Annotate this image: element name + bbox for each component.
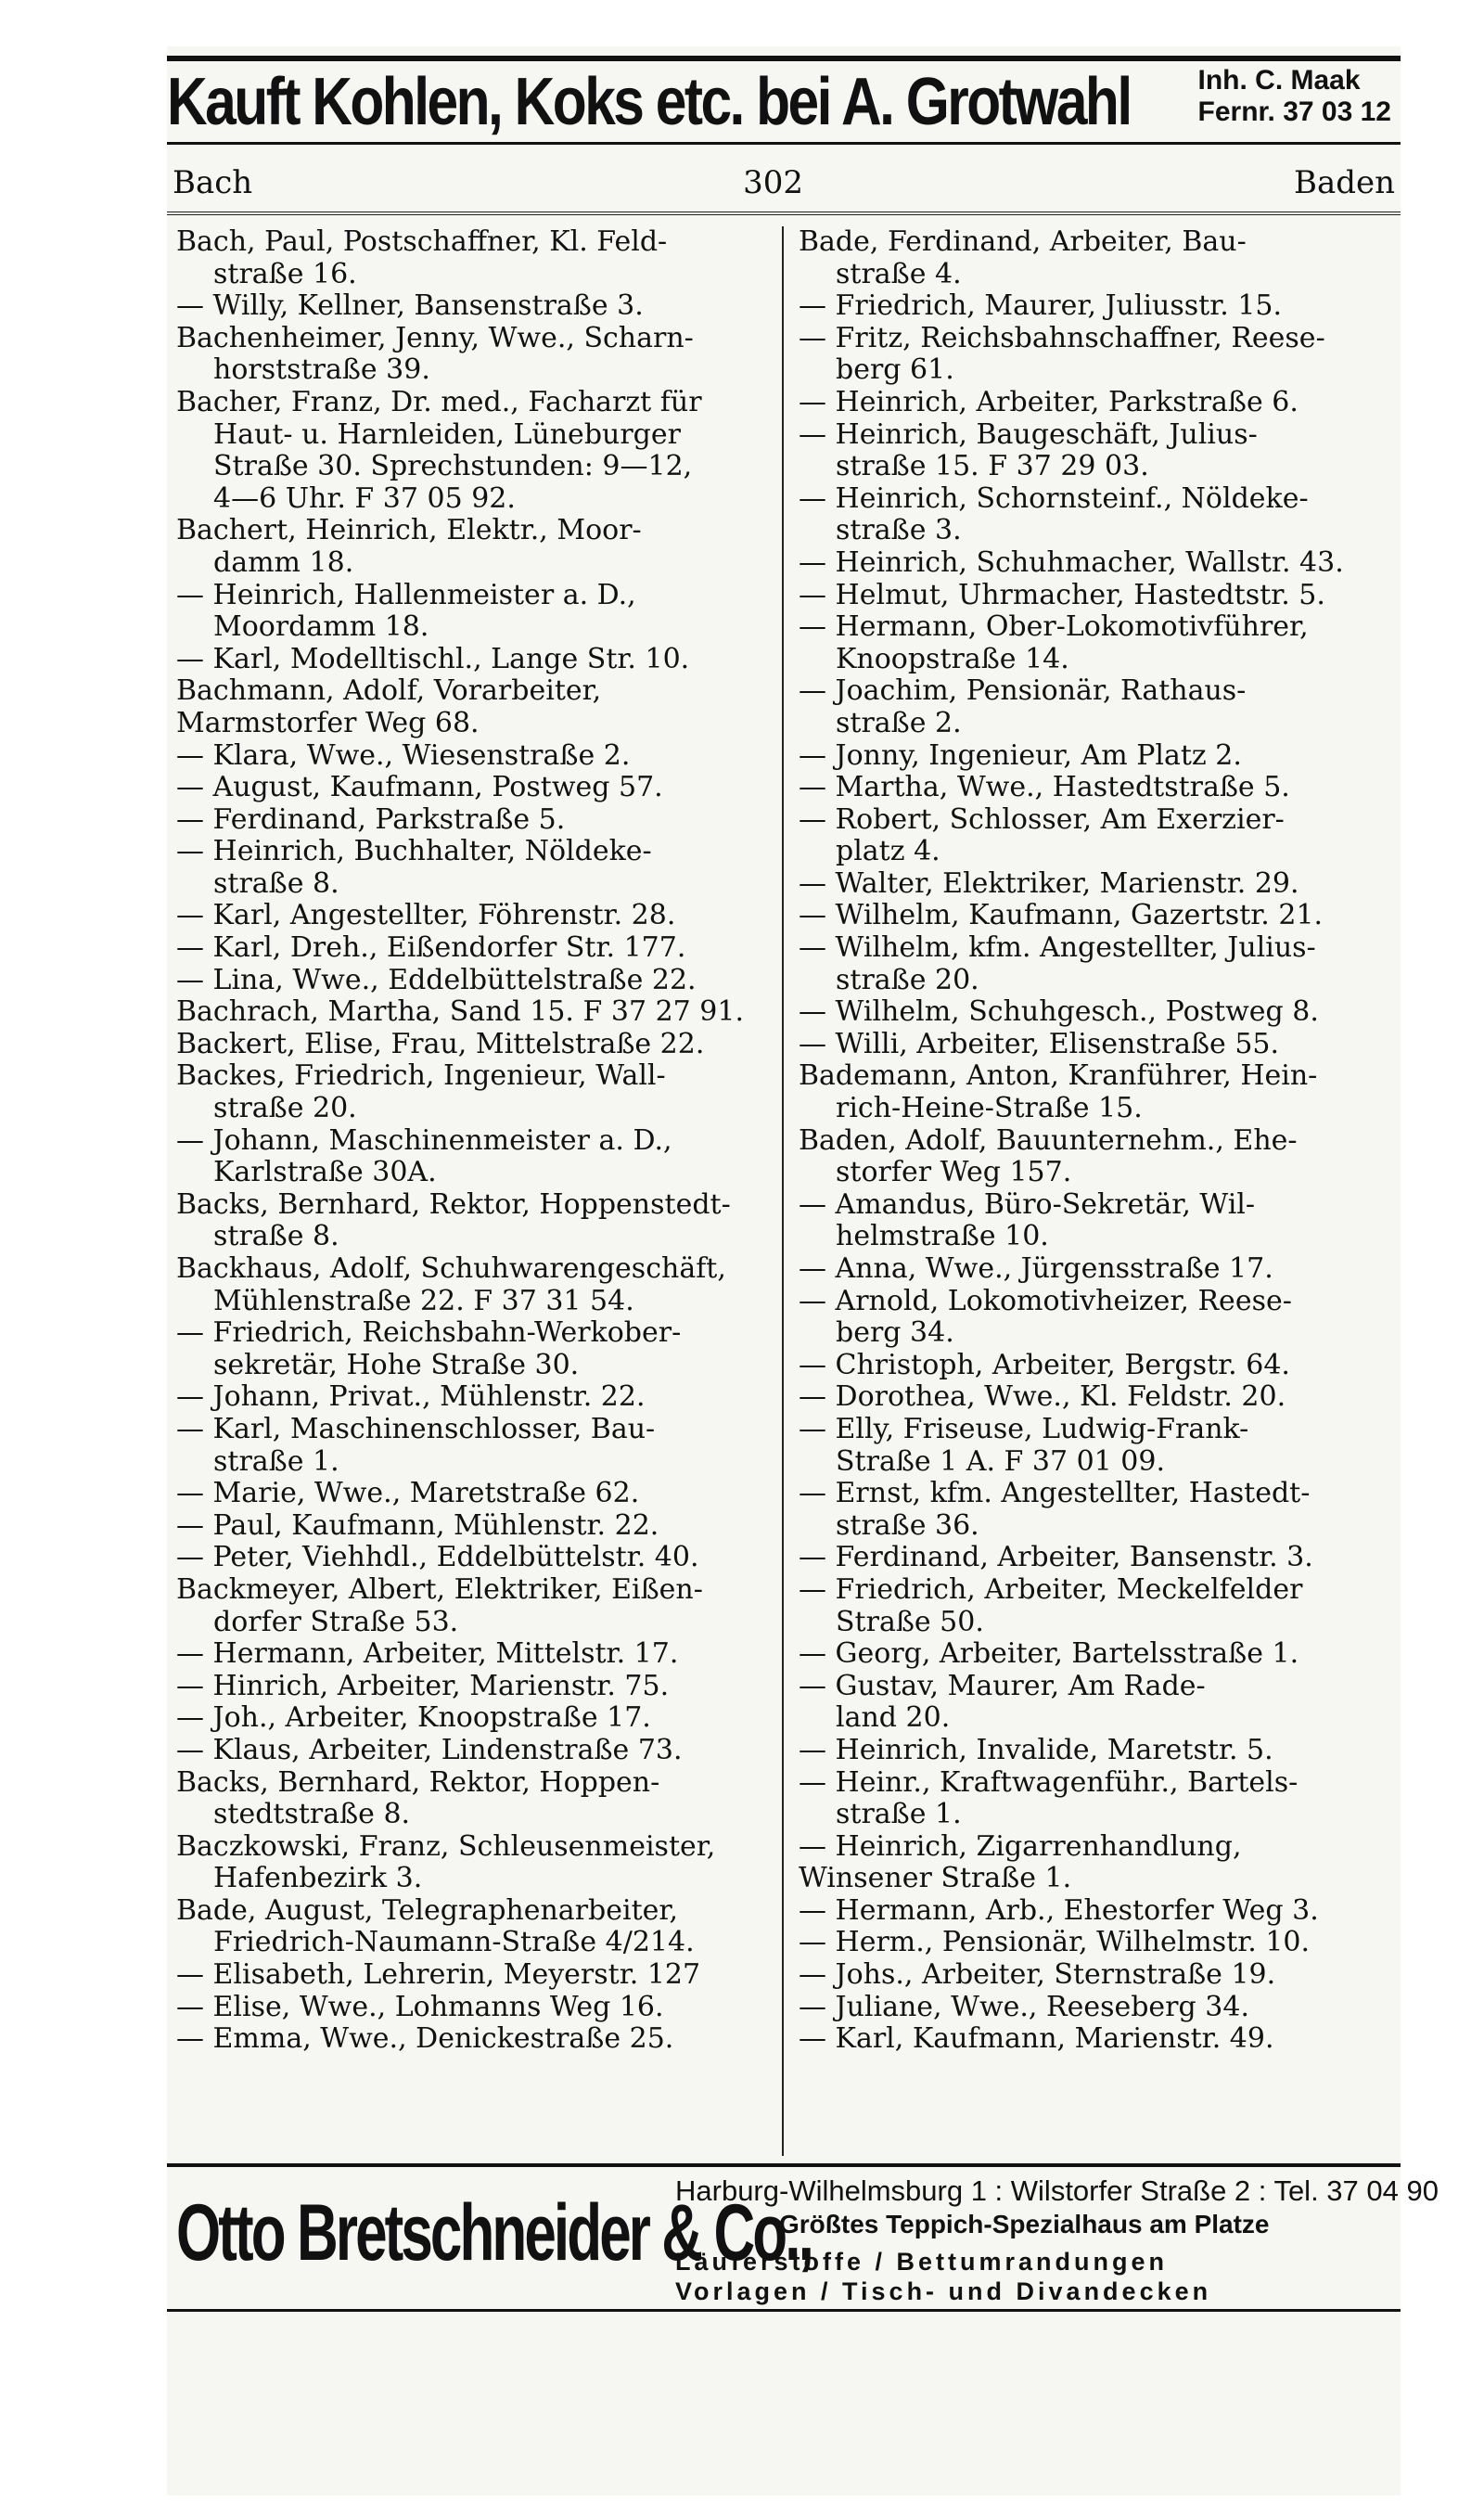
directory-line: Bade, Ferdinand, Arbeiter, Bau-	[799, 226, 1247, 258]
directory-line: — Heinrich, Schuhmacher, Wallstr. 43.	[799, 546, 1344, 579]
directory-line: sekretär, Hohe Straße 30.	[213, 1349, 580, 1381]
directory-line: straße 36.	[836, 1509, 979, 1542]
bottom-advertisement	[167, 2163, 1439, 2312]
directory-line: — Christoph, Arbeiter, Bergstr. 64.	[799, 1349, 1290, 1381]
directory-line: straße 8.	[213, 867, 339, 900]
directory-line: — Karl, Kaufmann, Marienstr. 49.	[799, 2023, 1274, 2056]
directory-line: — Peter, Viehhdl., Eddelbüttelstr. 40.	[176, 1542, 699, 1574]
header-last-entry: Baden	[1293, 164, 1395, 201]
page-number: 302	[743, 164, 804, 201]
directory-line: — Walter, Elektriker, Marienstr. 29.	[799, 867, 1299, 900]
directory-line: — Klaus, Arbeiter, Lindenstraße 73.	[176, 1734, 683, 1766]
directory-line: — Wilhelm, Schuhgesch., Postweg 8.	[799, 996, 1319, 1029]
directory-line: 4—6 Uhr. F 37 05 92.	[213, 482, 516, 515]
directory-line: Backert, Elise, Frau, Mittelstraße 22.	[176, 1028, 705, 1060]
directory-line: — Heinrich, Invalide, Maretstr. 5.	[799, 1734, 1273, 1766]
directory-line: straße 8.	[213, 1221, 339, 1253]
directory-line: — Heinr., Kraftwagenführ., Bartels-	[799, 1766, 1298, 1799]
directory-line: Bade, August, Telegraphenarbeiter,	[176, 1894, 678, 1927]
directory-line: Hafenbezirk 3.	[213, 1863, 423, 1895]
directory-line: — Georg, Arbeiter, Bartelsstraße 1.	[799, 1638, 1299, 1671]
directory-line: — Heinrich, Buchhalter, Nöldeke-	[176, 836, 652, 868]
ad-products	[675, 2247, 1389, 2306]
running-header	[167, 154, 1401, 215]
directory-line: straße 1.	[213, 1445, 339, 1478]
directory-line: Backmeyer, Albert, Elektriker, Eißen-	[176, 1573, 703, 1606]
directory-line: — Ferdinand, Arbeiter, Bansenstr. 3.	[799, 1542, 1313, 1574]
directory-line: — Heinrich, Hallenmeister a. D.,	[176, 579, 636, 611]
ad-top-phone: Fernr. 37 03 12	[1197, 96, 1391, 127]
directory-line: — Karl, Angestellter, Föhrenstr. 28.	[176, 900, 676, 932]
directory-line: — Friedrich, Reichsbahn-Werkober-	[176, 1317, 682, 1350]
directory-line: — August, Kaufmann, Postweg 57.	[176, 772, 663, 804]
ad-address: Harburg-Wilhelmsburg 1 : Wilstorfer Straße 2 : Tel. 37 04 90	[675, 2174, 1439, 2207]
directory-line: straße 3.	[836, 515, 962, 547]
ad-top-text: Kauft Kohlen, Koks etc. bei A. Grotwahl	[167, 64, 1131, 139]
directory-line: — Hermann, Arb., Ehestorfer Weg 3.	[799, 1894, 1319, 1927]
directory-line: — Arnold, Lokomotivheizer, Reese-	[799, 1285, 1292, 1317]
left-column	[167, 226, 784, 2156]
ad-products-line-1: Läuferstoffe / Bettumrandungen	[675, 2248, 1169, 2276]
directory-line: storfer Weg 157.	[836, 1157, 1072, 1189]
directory-line: Winsener Straße 1.	[799, 1863, 1072, 1895]
directory-line: — Heinrich, Baugeschäft, Julius-	[799, 418, 1258, 451]
directory-line: — Joachim, Pensionär, Rathaus-	[799, 675, 1247, 708]
directory-line: Backes, Friedrich, Ingenieur, Wall-	[176, 1060, 666, 1093]
directory-line: Bademann, Anton, Kranführer, Hein-	[799, 1060, 1318, 1093]
directory-line: Backs, Bernhard, Rektor, Hoppen-	[176, 1766, 660, 1799]
directory-line: — Hermann, Arbeiter, Mittelstr. 17.	[176, 1638, 679, 1671]
directory-line: — Marie, Wwe., Maretstraße 62.	[176, 1478, 640, 1510]
ad-top-contact	[1198, 65, 1391, 128]
directory-columns	[167, 226, 1401, 2156]
directory-line: straße 1.	[836, 1799, 962, 1831]
directory-line: berg 61.	[836, 354, 954, 387]
directory-line: Bachmann, Adolf, Vorarbeiter,	[176, 675, 602, 708]
directory-line: helmstraße 10.	[836, 1221, 1049, 1253]
directory-line: straße 20.	[213, 1093, 357, 1125]
directory-line: — Dorothea, Wwe., Kl. Feldstr. 20.	[799, 1381, 1286, 1414]
directory-line: horststraße 39.	[213, 354, 430, 387]
directory-line: Haut- u. Harnleiden, Lüneburger	[213, 418, 681, 451]
directory-line: straße 4.	[836, 258, 962, 290]
directory-line: — Friedrich, Maurer, Juliusstr. 15.	[799, 290, 1283, 323]
directory-line: damm 18.	[213, 546, 354, 579]
directory-line: — Johann, Privat., Mühlenstr. 22.	[176, 1381, 646, 1414]
directory-line: — Helmut, Uhrmacher, Hastedtstr. 5.	[799, 579, 1325, 611]
directory-line: — Herm., Pensionär, Wilhelmstr. 10.	[799, 1927, 1311, 1959]
directory-line: — Fritz, Reichsbahnschaffner, Reese-	[799, 322, 1325, 354]
directory-line: straße 15. F 37 29 03.	[836, 451, 1149, 483]
directory-line: — Ernst, kfm. Angestellter, Hastedt-	[799, 1478, 1311, 1510]
directory-line: Straße 30. Sprechstunden: 9—12,	[213, 451, 693, 483]
ad-products-line-2: Vorlagen / Tisch- und Divandecken	[675, 2277, 1212, 2305]
directory-line: — Friedrich, Arbeiter, Meckelfelder	[799, 1573, 1303, 1606]
directory-line: Bachrach, Martha, Sand 15. F 37 27 91.	[176, 996, 744, 1029]
directory-line: — Robert, Schlosser, Am Exerzier-	[799, 803, 1285, 836]
directory-line: — Anna, Wwe., Jürgensstraße 17.	[799, 1253, 1273, 1285]
directory-line: — Elly, Friseuse, Ludwig-Frank-	[799, 1413, 1249, 1445]
directory-line: — Martha, Wwe., Hastedtstraße 5.	[799, 772, 1290, 804]
directory-line: Bachert, Heinrich, Elektr., Moor-	[176, 515, 642, 547]
directory-line: — Hermann, Ober-Lokomotivführer,	[799, 611, 1309, 644]
ad-tagline: Größtes Teppich-Spezialhaus am Platze	[779, 2210, 1270, 2238]
right-column	[784, 226, 1401, 2156]
directory-line: Baden, Adolf, Bauunternehm., Ehe-	[799, 1124, 1298, 1157]
ad-top-owner: Inh. C. Maak	[1197, 65, 1361, 96]
directory-line: Moordamm 18.	[213, 611, 429, 644]
directory-line: Marmstorfer Weg 68.	[176, 707, 480, 739]
directory-line: Straße 50.	[836, 1606, 984, 1638]
directory-line: berg 34.	[836, 1317, 954, 1350]
directory-line: — Ferdinand, Parkstraße 5.	[176, 803, 566, 836]
directory-line: — Gustav, Maurer, Am Rade-	[799, 1670, 1206, 1702]
directory-line: straße 16.	[213, 258, 357, 290]
directory-line: Friedrich-Naumann-Straße 4/214.	[213, 1927, 695, 1959]
header-first-entry: Bach	[173, 164, 253, 201]
directory-line: Backs, Bernhard, Rektor, Hoppenstedt-	[176, 1188, 731, 1221]
directory-line: — Johann, Maschinenmeister a. D.,	[176, 1124, 672, 1157]
directory-line: Bachenheimer, Jenny, Wwe., Scharn-	[176, 322, 694, 354]
directory-line: Baczkowski, Franz, Schleusenmeister,	[176, 1830, 716, 1863]
directory-line: land 20.	[836, 1702, 951, 1735]
directory-line: — Heinrich, Schornsteinf., Nöldeke-	[799, 482, 1309, 515]
directory-line: — Willi, Arbeiter, Elisenstraße 55.	[799, 1028, 1280, 1060]
directory-line: — Klara, Wwe., Wiesenstraße 2.	[176, 739, 631, 772]
directory-line: rich-Heine-Straße 15.	[836, 1093, 1143, 1125]
directory-line: Karlstraße 30A.	[213, 1157, 437, 1189]
directory-line: platz 4.	[836, 836, 940, 868]
directory-line: — Joh., Arbeiter, Knoopstraße 17.	[176, 1702, 651, 1735]
directory-line: — Jonny, Ingenieur, Am Platz 2.	[799, 739, 1242, 772]
directory-line: Straße 1 A. F 37 01 09.	[836, 1445, 1166, 1478]
directory-line: — Juliane, Wwe., Reeseberg 34.	[799, 1991, 1249, 2023]
directory-line: — Heinrich, Arbeiter, Parkstraße 6.	[799, 386, 1298, 418]
directory-line: — Hinrich, Arbeiter, Marienstr. 75.	[176, 1670, 670, 1702]
directory-line: — Karl, Modelltischl., Lange Str. 10.	[176, 643, 690, 675]
directory-line: — Karl, Maschinenschlosser, Bau-	[176, 1413, 656, 1445]
directory-line: Bach, Paul, Postschaffner, Kl. Feld-	[176, 226, 668, 258]
directory-line: — Johs., Arbeiter, Sternstraße 19.	[799, 1959, 1276, 1992]
directory-line: — Emma, Wwe., Denickestraße 25.	[176, 2023, 674, 2056]
directory-line: — Amandus, Büro-Sekretär, Wil-	[799, 1188, 1256, 1221]
directory-line: straße 2.	[836, 707, 962, 739]
directory-line: stedtstraße 8.	[213, 1799, 411, 1831]
directory-line: — Willy, Kellner, Bansenstraße 3.	[176, 290, 644, 323]
directory-line: Backhaus, Adolf, Schuhwarengeschäft,	[176, 1253, 726, 1285]
top-advertisement	[167, 56, 1401, 145]
directory-line: Knoopstraße 14.	[836, 643, 1069, 675]
directory-line: — Karl, Dreh., Eißendorfer Str. 177.	[176, 932, 686, 965]
directory-line: — Elisabeth, Lehrerin, Meyerstr. 127	[176, 1959, 701, 1992]
ad-company-name: Otto Bretschneider & Co.,	[176, 2188, 812, 2277]
directory-line: Bacher, Franz, Dr. med., Facharzt für	[176, 386, 702, 418]
directory-line: dorfer Straße 53.	[213, 1606, 459, 1638]
directory-line: — Wilhelm, kfm. Angestellter, Julius-	[799, 932, 1316, 965]
directory-line: — Elise, Wwe., Lohmanns Weg 16.	[176, 1991, 664, 2023]
directory-line: — Paul, Kaufmann, Mühlenstr. 22.	[176, 1509, 659, 1542]
directory-line: Mühlenstraße 22. F 37 31 54.	[213, 1285, 634, 1317]
directory-line: — Heinrich, Zigarrenhandlung,	[799, 1830, 1242, 1863]
directory-line: — Wilhelm, Kaufmann, Gazertstr. 21.	[799, 900, 1324, 932]
directory-line: straße 20.	[836, 964, 979, 996]
directory-line: — Lina, Wwe., Eddelbüttelstraße 22.	[176, 964, 697, 996]
